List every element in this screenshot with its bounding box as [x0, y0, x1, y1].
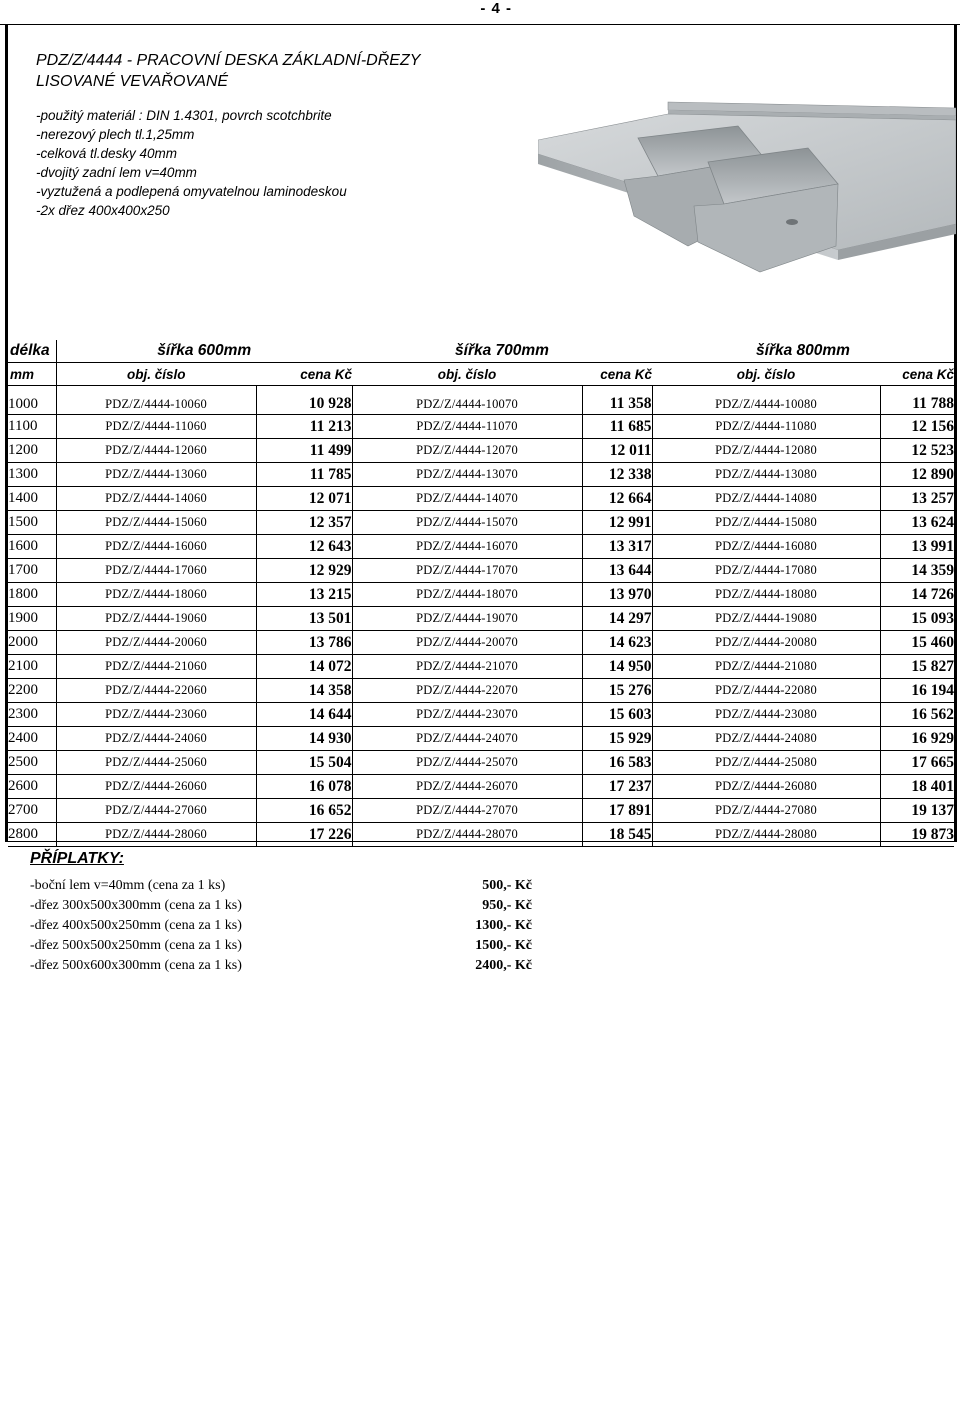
- table-row: [8, 386, 954, 415]
- price-cell: 14 072: [256, 655, 352, 679]
- order-code-cell: PDZ/Z/4444-16070: [352, 535, 582, 559]
- table-row: [8, 727, 954, 751]
- price-cell: 17 891: [582, 799, 652, 823]
- order-code-cell: PDZ/Z/4444-11070: [352, 415, 582, 439]
- price-cell: 14 359: [880, 559, 954, 583]
- table-row: [8, 703, 954, 727]
- order-code-cell: PDZ/Z/4444-24080: [652, 727, 880, 751]
- order-code-cell: PDZ/Z/4444-24060: [56, 727, 256, 751]
- table-row: [8, 775, 954, 799]
- length-cell: 2800: [8, 823, 56, 847]
- column-header-code: obj. číslo: [352, 363, 582, 386]
- price-cell: 17 226: [256, 823, 352, 847]
- order-code-cell: PDZ/Z/4444-27070: [352, 799, 582, 823]
- price-cell: 13 624: [880, 511, 954, 535]
- table-row: [8, 559, 954, 583]
- price-cell: 12 011: [582, 439, 652, 463]
- product-specs: [36, 106, 556, 220]
- price-cell: 17 237: [582, 775, 652, 799]
- price-table: [8, 340, 954, 847]
- order-code-cell: PDZ/Z/4444-10070: [352, 386, 582, 415]
- length-cell: 1400: [8, 487, 56, 511]
- surcharge-item: [30, 916, 550, 936]
- order-code-cell: PDZ/Z/4444-27060: [56, 799, 256, 823]
- length-cell: 1100: [8, 415, 56, 439]
- order-code-cell: PDZ/Z/4444-18060: [56, 583, 256, 607]
- price-cell: 19 873: [880, 823, 954, 847]
- order-code-cell: PDZ/Z/4444-12060: [56, 439, 256, 463]
- column-header-width: šířka 800mm: [652, 340, 954, 363]
- order-code-cell: PDZ/Z/4444-25080: [652, 751, 880, 775]
- order-code-cell: PDZ/Z/4444-16060: [56, 535, 256, 559]
- table-row: [8, 463, 954, 487]
- order-code-cell: PDZ/Z/4444-21070: [352, 655, 582, 679]
- price-cell: 14 726: [880, 583, 954, 607]
- length-cell: 1500: [8, 511, 56, 535]
- price-cell: 16 194: [880, 679, 954, 703]
- price-cell: 15 276: [582, 679, 652, 703]
- price-cell: 16 652: [256, 799, 352, 823]
- price-cell: 13 501: [256, 607, 352, 631]
- price-cell: 14 644: [256, 703, 352, 727]
- order-code-cell: PDZ/Z/4444-20060: [56, 631, 256, 655]
- order-code-cell: PDZ/Z/4444-11080: [652, 415, 880, 439]
- order-code-cell: PDZ/Z/4444-21060: [56, 655, 256, 679]
- price-cell: 16 929: [880, 727, 954, 751]
- order-code-cell: PDZ/Z/4444-21080: [652, 655, 880, 679]
- price-cell: 12 071: [256, 487, 352, 511]
- length-cell: 1700: [8, 559, 56, 583]
- order-code-cell: PDZ/Z/4444-12080: [652, 439, 880, 463]
- price-cell: 13 991: [880, 535, 954, 559]
- price-cell: 18 545: [582, 823, 652, 847]
- column-header-price: cena Kč: [582, 363, 652, 386]
- price-cell: 13 970: [582, 583, 652, 607]
- column-header-code: obj. číslo: [652, 363, 880, 386]
- surcharge-price: 1300,- Kč: [475, 918, 532, 933]
- price-cell: 17 665: [880, 751, 954, 775]
- order-code-cell: PDZ/Z/4444-23070: [352, 703, 582, 727]
- order-code-cell: PDZ/Z/4444-26080: [652, 775, 880, 799]
- table-row: [8, 487, 954, 511]
- order-code-cell: PDZ/Z/4444-18080: [652, 583, 880, 607]
- surcharges-heading: PŘÍPLATKY:: [30, 850, 124, 867]
- table-header-row: [8, 340, 954, 363]
- surcharges-section: [30, 850, 550, 976]
- table-row: [8, 535, 954, 559]
- order-code-cell: PDZ/Z/4444-13080: [652, 463, 880, 487]
- order-code-cell: PDZ/Z/4444-15060: [56, 511, 256, 535]
- table-row: [8, 631, 954, 655]
- product-title-line: LISOVANÉ VEVAŘOVANÉ: [36, 73, 229, 90]
- price-cell: 16 562: [880, 703, 954, 727]
- order-code-cell: PDZ/Z/4444-22070: [352, 679, 582, 703]
- order-code-cell: PDZ/Z/4444-13070: [352, 463, 582, 487]
- surcharge-price: 500,- Kč: [482, 878, 532, 893]
- product-title: [36, 50, 556, 92]
- length-cell: 1800: [8, 583, 56, 607]
- price-cell: 12 991: [582, 511, 652, 535]
- table-row: [8, 679, 954, 703]
- column-header-code: obj. číslo: [56, 363, 256, 386]
- product-header: [36, 50, 556, 220]
- order-code-cell: PDZ/Z/4444-15070: [352, 511, 582, 535]
- price-cell: 18 401: [880, 775, 954, 799]
- price-cell: 16 078: [256, 775, 352, 799]
- order-code-cell: PDZ/Z/4444-24070: [352, 727, 582, 751]
- price-cell: 16 583: [582, 751, 652, 775]
- column-header-length: délka: [8, 340, 56, 363]
- spec-line: -2x dřez 400x400x250: [36, 203, 170, 218]
- column-header-price: cena Kč: [256, 363, 352, 386]
- table-row: [8, 511, 954, 535]
- price-cell: 15 093: [880, 607, 954, 631]
- price-cell: 15 504: [256, 751, 352, 775]
- order-code-cell: PDZ/Z/4444-27080: [652, 799, 880, 823]
- column-header-price: cena Kč: [880, 363, 954, 386]
- spec-line: -použitý materiál : DIN 1.4301, povrch scotchbrite: [36, 108, 332, 123]
- table-row: [8, 751, 954, 775]
- order-code-cell: PDZ/Z/4444-26070: [352, 775, 582, 799]
- price-cell: 12 338: [582, 463, 652, 487]
- length-cell: 1300: [8, 463, 56, 487]
- table-row: [8, 607, 954, 631]
- order-code-cell: PDZ/Z/4444-23080: [652, 703, 880, 727]
- length-cell: 2000: [8, 631, 56, 655]
- price-cell: 13 786: [256, 631, 352, 655]
- price-cell: 12 643: [256, 535, 352, 559]
- surcharge-desc: -boční lem v=40mm (cena za 1 ks): [30, 878, 226, 893]
- length-cell: 2600: [8, 775, 56, 799]
- price-cell: 13 317: [582, 535, 652, 559]
- price-cell: 14 297: [582, 607, 652, 631]
- price-cell: 12 357: [256, 511, 352, 535]
- order-code-cell: PDZ/Z/4444-28070: [352, 823, 582, 847]
- table-subheader-row: [8, 363, 954, 386]
- spec-line: -vyztužená a podlepená omyvatelnou laminodeskou: [36, 184, 347, 199]
- price-cell: 13 257: [880, 487, 954, 511]
- column-header-width: šířka 700mm: [352, 340, 652, 363]
- surcharge-item: [30, 896, 550, 916]
- order-code-cell: PDZ/Z/4444-10060: [56, 386, 256, 415]
- spec-line: -dvojitý zadní lem v=40mm: [36, 165, 197, 180]
- order-code-cell: PDZ/Z/4444-19080: [652, 607, 880, 631]
- price-cell: 11 213: [256, 415, 352, 439]
- price-cell: 19 137: [880, 799, 954, 823]
- price-cell: 10 928: [256, 386, 352, 415]
- length-cell: 1900: [8, 607, 56, 631]
- order-code-cell: PDZ/Z/4444-16080: [652, 535, 880, 559]
- table-row: [8, 439, 954, 463]
- order-code-cell: PDZ/Z/4444-23060: [56, 703, 256, 727]
- price-cell: 12 523: [880, 439, 954, 463]
- price-cell: 15 460: [880, 631, 954, 655]
- price-cell: 14 623: [582, 631, 652, 655]
- order-code-cell: PDZ/Z/4444-28060: [56, 823, 256, 847]
- price-cell: 13 215: [256, 583, 352, 607]
- length-cell: 2400: [8, 727, 56, 751]
- table-row: [8, 799, 954, 823]
- price-cell: 12 664: [582, 487, 652, 511]
- order-code-cell: PDZ/Z/4444-22080: [652, 679, 880, 703]
- table-row: [8, 823, 954, 847]
- order-code-cell: PDZ/Z/4444-25060: [56, 751, 256, 775]
- spec-line: -nerezový plech tl.1,25mm: [36, 127, 195, 142]
- price-cell: 12 890: [880, 463, 954, 487]
- order-code-cell: PDZ/Z/4444-14080: [652, 487, 880, 511]
- order-code-cell: PDZ/Z/4444-25070: [352, 751, 582, 775]
- order-code-cell: PDZ/Z/4444-18070: [352, 583, 582, 607]
- price-cell: 12 929: [256, 559, 352, 583]
- table-row: [8, 583, 954, 607]
- order-code-cell: PDZ/Z/4444-14070: [352, 487, 582, 511]
- order-code-cell: PDZ/Z/4444-15080: [652, 511, 880, 535]
- price-cell: 15 827: [880, 655, 954, 679]
- length-cell: 2300: [8, 703, 56, 727]
- order-code-cell: PDZ/Z/4444-17080: [652, 559, 880, 583]
- surcharge-item: [30, 936, 550, 956]
- order-code-cell: PDZ/Z/4444-20080: [652, 631, 880, 655]
- price-cell: 11 788: [880, 386, 954, 415]
- spec-line: -celková tl.desky 40mm: [36, 146, 178, 161]
- surcharge-price: 950,- Kč: [482, 898, 532, 913]
- surcharge-desc: -dřez 500x600x300mm (cena za 1 ks): [30, 958, 242, 973]
- product-title-line: PDZ/Z/4444 - PRACOVNÍ DESKA ZÁKLADNÍ-DŘEZY: [36, 52, 421, 69]
- page-number: - 4 -: [480, 0, 512, 17]
- order-code-cell: PDZ/Z/4444-14060: [56, 487, 256, 511]
- double-sink-worktop-icon: [538, 96, 956, 284]
- price-cell: 11 685: [582, 415, 652, 439]
- order-code-cell: PDZ/Z/4444-20070: [352, 631, 582, 655]
- length-cell: 1200: [8, 439, 56, 463]
- order-code-cell: PDZ/Z/4444-19060: [56, 607, 256, 631]
- surcharge-item: [30, 876, 550, 896]
- length-cell: 2100: [8, 655, 56, 679]
- order-code-cell: PDZ/Z/4444-26060: [56, 775, 256, 799]
- length-cell: 1600: [8, 535, 56, 559]
- length-cell: 2700: [8, 799, 56, 823]
- price-cell: 15 929: [582, 727, 652, 751]
- order-code-cell: PDZ/Z/4444-22060: [56, 679, 256, 703]
- order-code-cell: PDZ/Z/4444-11060: [56, 415, 256, 439]
- price-cell: 15 603: [582, 703, 652, 727]
- length-cell: 2500: [8, 751, 56, 775]
- surcharge-desc: -dřez 500x500x250mm (cena za 1 ks): [30, 938, 242, 953]
- price-table-body: [8, 386, 954, 847]
- surcharge-item: [30, 956, 550, 976]
- column-header-unit: mm: [8, 363, 56, 386]
- order-code-cell: PDZ/Z/4444-17070: [352, 559, 582, 583]
- price-cell: 11 358: [582, 386, 652, 415]
- order-code-cell: PDZ/Z/4444-28080: [652, 823, 880, 847]
- order-code-cell: PDZ/Z/4444-17060: [56, 559, 256, 583]
- length-cell: 1000: [8, 386, 56, 415]
- table-row: [8, 655, 954, 679]
- price-cell: 11 499: [256, 439, 352, 463]
- order-code-cell: PDZ/Z/4444-12070: [352, 439, 582, 463]
- table-row: [8, 415, 954, 439]
- surcharge-price: 2400,- Kč: [475, 958, 532, 973]
- column-header-width: šířka 600mm: [56, 340, 352, 363]
- price-cell: 11 785: [256, 463, 352, 487]
- price-cell: 14 950: [582, 655, 652, 679]
- price-cell: 14 358: [256, 679, 352, 703]
- order-code-cell: PDZ/Z/4444-13060: [56, 463, 256, 487]
- surcharge-desc: -dřez 400x500x250mm (cena za 1 ks): [30, 918, 242, 933]
- order-code-cell: PDZ/Z/4444-19070: [352, 607, 582, 631]
- price-cell: 13 644: [582, 559, 652, 583]
- length-cell: 2200: [8, 679, 56, 703]
- surcharge-price: 1500,- Kč: [475, 938, 532, 953]
- order-code-cell: PDZ/Z/4444-10080: [652, 386, 880, 415]
- price-cell: 14 930: [256, 727, 352, 751]
- price-cell: 12 156: [880, 415, 954, 439]
- surcharge-desc: -dřez 300x500x300mm (cena za 1 ks): [30, 898, 242, 913]
